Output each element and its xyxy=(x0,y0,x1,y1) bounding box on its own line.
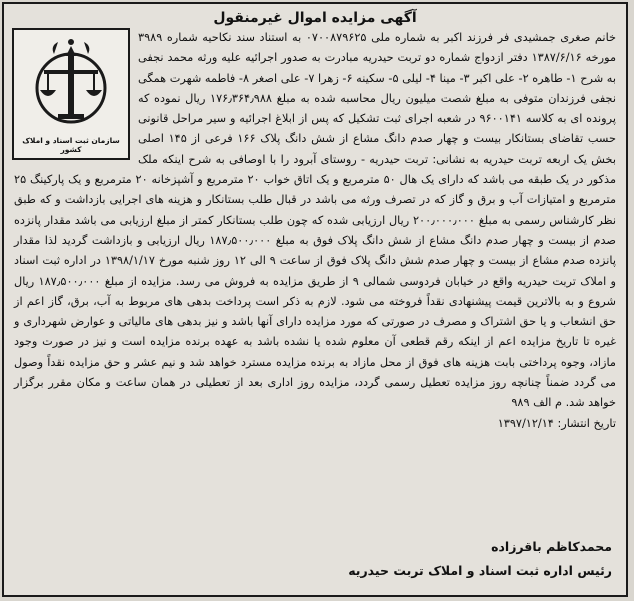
registration-org-logo xyxy=(12,28,130,160)
notice-title: آگهی مزایده اموال غیرمنقول xyxy=(213,10,417,26)
notice-paragraph: خانم صغری جمشیدی فر فرزند اکبر به شماره ملی ۰۷۰۰۸۷۹۶۲۵ به استناد سند نکاحیه شماره ۳۹۸۹ مورخه ۱۳۸۷/۶/۱۶ دفتر ازدواج شماره دو تربت حیدریه مبادرت به صدور اجرائیه علیه ورثه محمد نجفی به شرح ۱- طاهره ۲- علی اکبر ۳- مینا ۴- لیلی ۵- سکینه ۶- زهرا ۷- علی اصغر ۸- فاطمه شهرت همگی نجفی فرزندان متوفی به مبلغ شصت میلیون ریال محاسبه شده به مبلغ ۱۷۶٫۳۶۴٫۹۸۸ ریال نموده که پرونده ای به کلاسه ۹۶۰۰۱۴۱ در شعبه اجرای ثبت تشکیل که پس از ابلاغ اجرائیه و سیر مراحل قانونی حسب تقاضای بستانکار بیست و چهار صدم دانگ مشاع از شش دانگ پلاک ۱۶۶ فرعی از ۱۴۵ اصلی بخش یک اربعه تربت حیدریه به نشانی: تربت حیدریه - روستای آبرود را با اوصافی به شرح اینکه ملک مذکور در یک طبقه می باشد که دارای یک هال ۵۰ مترمربع و یک اتاق خواب ۲۰ مترمربع و آشپزخانه ۲۰ مترمربع و یک پارکینگ ۲۵ مترمربع و امتیازات آب و برق و گاز که در تصرف ورثه می باشد در قبال طلب بستانکار و هزینه های اجرایی بازداشت و که طبق نظر کارشناس رسمی به مبلغ ۲۰۰٫۰۰۰٫۰۰۰ ریال ارزیابی شده که چون طلب بستانکار کمتر از مبلغ ارزیابی می باشد مقدار پانزده صدم از بیست و چهار صدم دانگ مشاع از شش دانگ پلاک فوق به مبلغ ۱۸۷٫۵۰۰٫۰۰۰ ریال ارزیابی و بازداشت گردید لذا مقدار پانزده صدم مشاع از بیست و چهار صدم شش دانگ پلاک فوق از ساعت ۹ الی ۱۲ روز شنبه مورخ ۱۳۹۸/۱/۱۷ در اداره ثبت اسناد و املاک تربت حیدریه واقع در خیابان فردوسی شمالی ۹ از طریق مزایده به فروش می رسد. مزایده از مبلغ ۱۸۷٫۵۰۰٫۰۰۰ ریال شروع و به بالاترین قیمت پیشنهادی نقداً فروخته می شود. لازم به ذکر است پرداخت بدهی های مربوط به آب، برق، گاز اعم از حق انشعاب و یا حق اشتراک و مصرف در صورتی که مورد مزایده دارای آنها باشد و نیز بدهی های مالیاتی و عوارض شهرداری و غیره تا تاریخ مزایده اعم از اینکه رقم قطعی آن معلوم شده یا نشده باشد به عهده برنده مزایده است و نیز در صورت وجود مازاد، وجوه پرداختی بابت هزینه های فوق از محل مازاد به برنده مزایده مسترد خواهد شد و نیم عشر و حق مزایده نقداً وصول می گردد ضمناً چنانچه روز مزایده تعطیل رسمی گردد، مزایده روز اداری بعد از تعطیلی در همان ساعت و مکان مقرر برگزار خواهد شد. م الف ۹۸۹ xyxy=(14,31,617,410)
signer-title: رئیس اداره ثبت اسناد و املاک تربت حیدریه xyxy=(348,563,612,578)
logo-caption: سازمان ثبت اسناد و املاک کشور xyxy=(22,136,120,154)
signer-name: محمدکاظم باقرزاده xyxy=(491,539,612,554)
signature-block xyxy=(348,535,612,583)
notice-page xyxy=(2,2,628,597)
publish-date: تاریخ انتشار: ۱۳۹۷/۱۲/۱۴ xyxy=(497,416,616,430)
scales-of-justice-emblem-icon xyxy=(14,30,128,138)
